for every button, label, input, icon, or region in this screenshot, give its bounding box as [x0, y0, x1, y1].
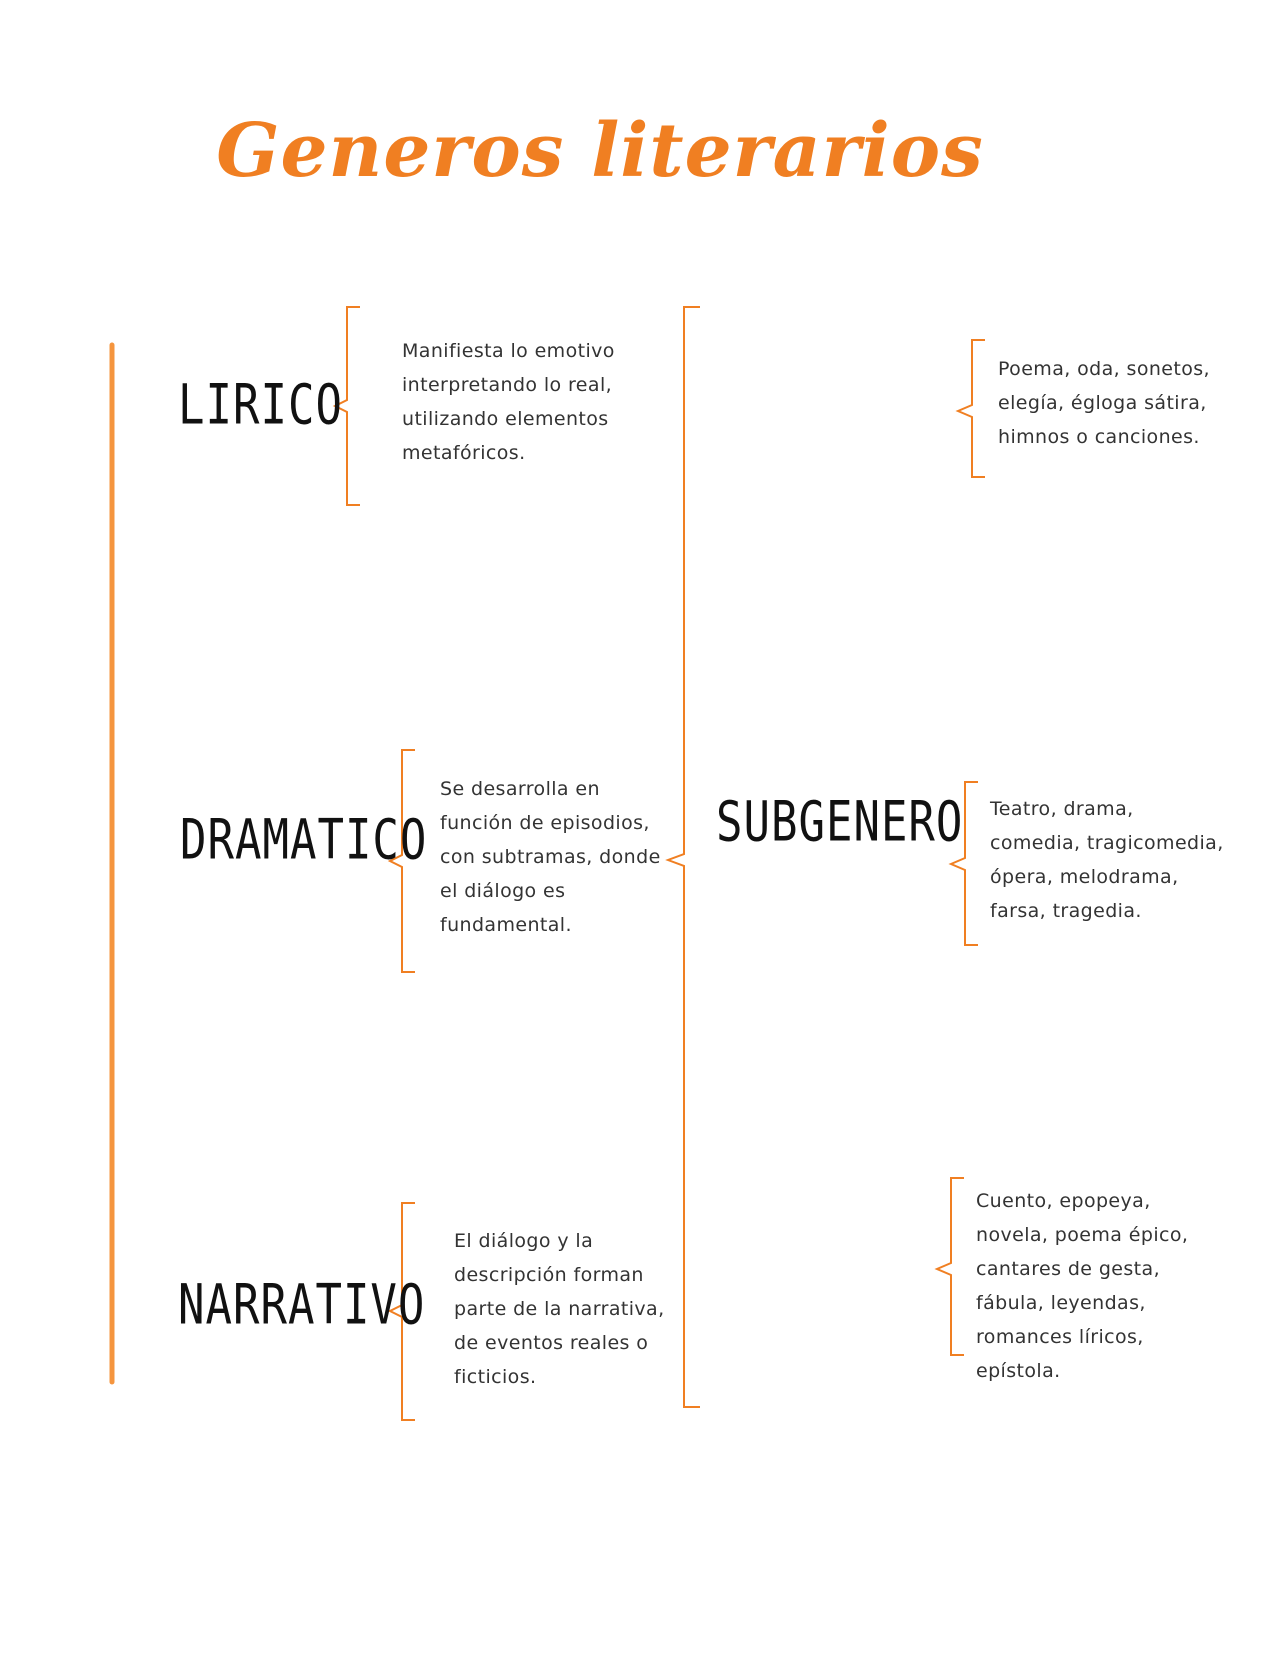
narrativo-subgenres: Cuento, epopeya, novela, poema épico, cantares de gesta, fábula, leyendas, romances líricos, epístola. [976, 1190, 1189, 1382]
brace-narrativo-subgenres [937, 1178, 964, 1355]
lirico-description: Manifiesta lo emotivo interpretando lo real, utilizando elementos metafóricos. [402, 340, 615, 464]
genre-dramatico-label: DRAMATICO [180, 808, 428, 873]
brace-middle-large [668, 307, 700, 1407]
dramatico-description: Se desarrolla en función de episodios, con subtramas, donde el diálogo es fundamental. [440, 778, 661, 936]
page-title: Generos literarios [216, 108, 984, 194]
dramatico-subgenres: Teatro, drama, comedia, tragicomedia, ópera, melodrama, farsa, tragedia. [990, 798, 1224, 922]
lirico-subgenres: Poema, oda, sonetos, elegía, égloga sátira, himnos o canciones. [998, 358, 1210, 448]
genre-lirico-label: LIRICO [178, 373, 343, 438]
subgenero-label: SUBGENERO [716, 790, 964, 855]
narrativo-description: El diálogo y la descripción forman parte de la narrativa, de eventos reales o ficticios. [454, 1230, 665, 1388]
genre-narrativo-label: NARRATIVO [178, 1273, 426, 1338]
brace-lirico-subgenres [958, 340, 985, 477]
